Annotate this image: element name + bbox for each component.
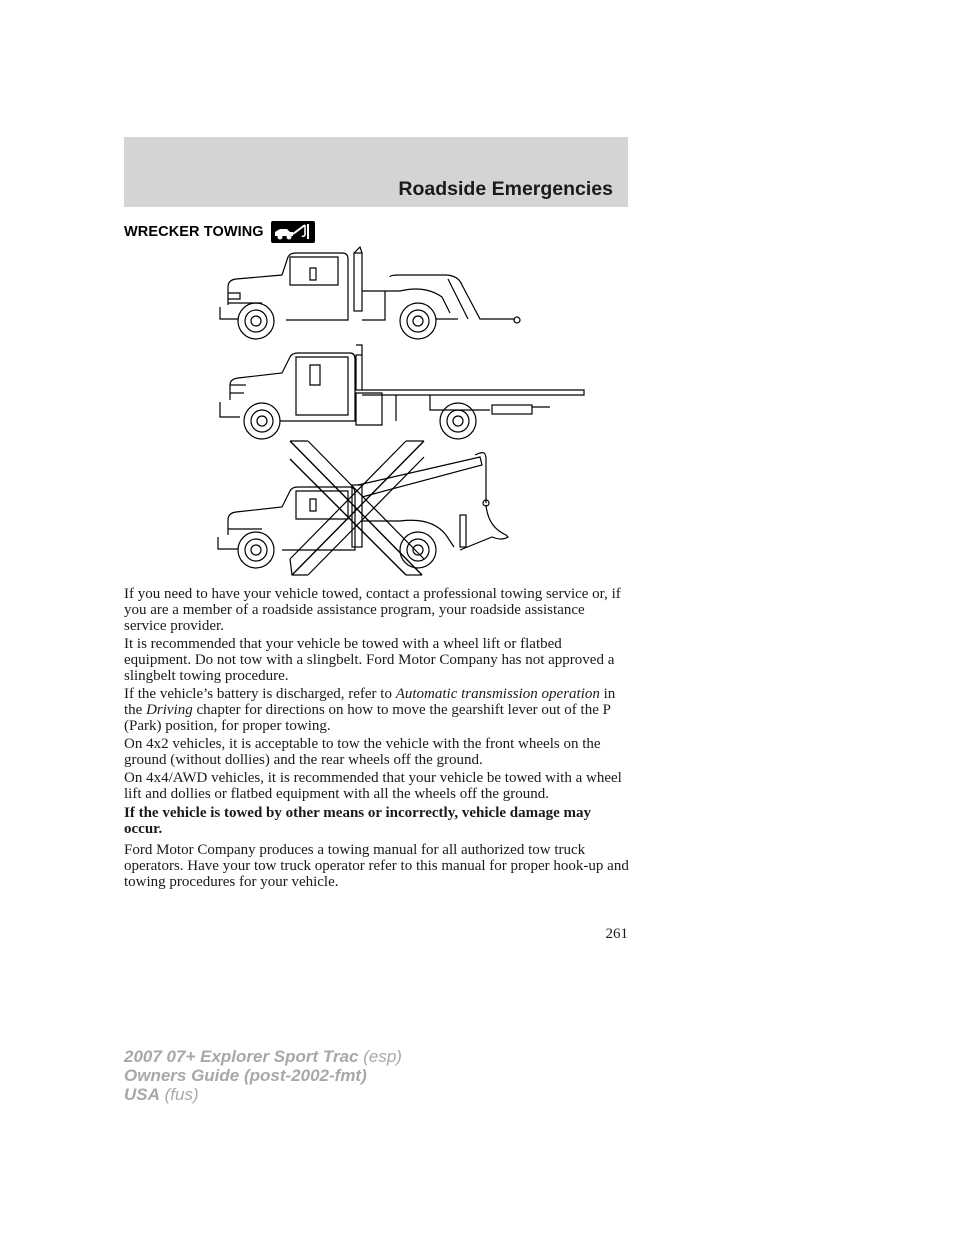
battery-text-c: in the [124,685,616,718]
section-title: WRECKER TOWING [124,224,264,240]
footer-market-code: (fus) [159,1085,199,1104]
footer-line-3 [124,1085,402,1104]
wheel-lift-truck [220,247,520,339]
battery-text-d: Driving [146,701,193,718]
flatbed-truck [220,345,584,439]
paragraph-4x4-awd: On 4x4/AWD vehicles, it is recommended that your vehicle be towed with a wheel lift and dollies or flatbed equipment with all the wheels off the ground. [124,770,622,802]
battery-text-e: chapter for directions on how to move the gearshift lever out of the P (Park) position, for proper towing. [124,701,611,734]
footer-guide: Owners Guide (post-2002-fmt) [124,1066,367,1085]
page-number: 261 [605,926,628,942]
footer-model: 2007 07+ Explorer Sport Trac [124,1047,359,1066]
slingbelt-truck [218,441,508,575]
paragraph-recommended-equipment: It is recommended that your vehicle be towed with a wheel lift or flatbed equipment. Do not tow with a slingbelt. Ford Motor Company has not approved a slingbelt towing procedure. [124,635,615,684]
footer-line-1 [124,1047,402,1066]
paragraph-4x2: On 4x2 vehicles, it is acceptable to tow the vehicle with the front wheels on the ground (without dollies) and the rear wheels off the ground. [124,735,601,768]
battery-text-a: If the vehicle’s battery is discharged, refer to [124,685,396,702]
footer [124,1047,402,1104]
header-band [124,137,628,207]
paragraph-towing-manual: Ford Motor Company produces a towing manual for all authorized tow truck operators. Have your tow truck operator refer to this manual for proper hook-up and towing procedures for your vehicle. [124,842,629,890]
footer-line-2 [124,1066,402,1085]
warning-text: If the vehicle is towed by other means or incorrectly, vehicle damage may occur. [124,804,592,837]
footer-market: USA [124,1085,160,1104]
towing-illustration [210,245,600,580]
section-heading [124,220,315,244]
battery-text-b: Automatic transmission operation [395,685,600,702]
paragraph-battery-discharged [124,687,630,734]
body-text [124,587,630,893]
tow-truck-icon [271,221,315,243]
footer-model-code: (esp) [358,1047,402,1066]
paragraph-contact-towing: If you need to have your vehicle towed, contact a professional towing service or, if you are a member of a roadside assistance program, your roadside assistance service provider. [124,586,621,634]
page-title: Roadside Emergencies [398,178,613,200]
